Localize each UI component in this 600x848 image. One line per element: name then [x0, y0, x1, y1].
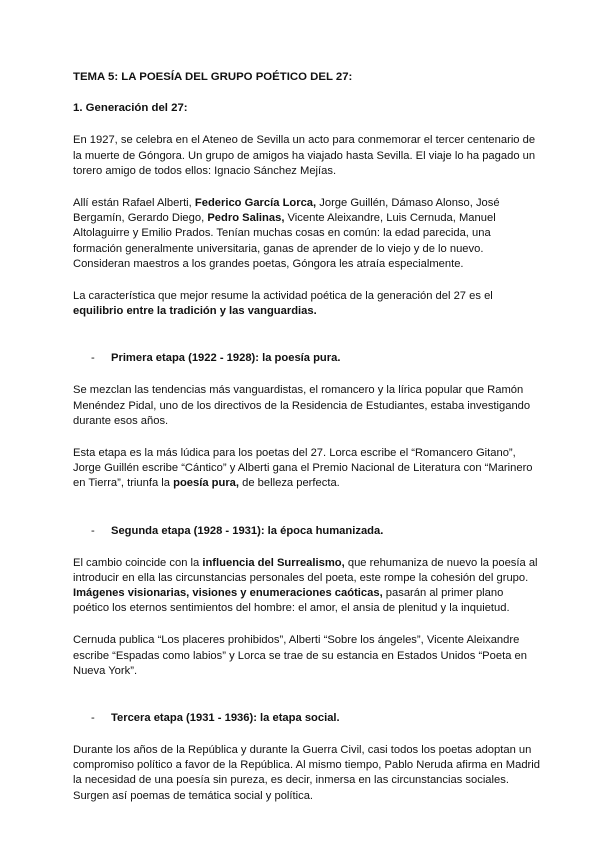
- text-run: pasarán al primer plano poético los eternos sentimientos del hombre: el amor, el ansia de plenitud y la inquietud.: [73, 587, 510, 615]
- paragraph-stage1-a: Se mezclan las tendencias más vanguardistas, el romancero y la lírica popular que Ramón Menéndez Pidal, uno de los directivos de la Residencia de Estudiantes, estaba investigando durante esos años.: [73, 384, 531, 427]
- bold-surrealismo: influencia del Surrealismo,: [202, 556, 345, 569]
- text-run: El cambio coincide con la: [73, 556, 203, 569]
- stage-heading-1: [73, 351, 540, 366]
- text-run: de belleza perfecta.: [239, 477, 340, 490]
- stage-title: Primera etapa (1922 - 1928): la poesía pura.: [111, 352, 341, 365]
- section-heading: 1. Generación del 27:: [73, 102, 188, 115]
- text-run: que rehumaniza de nuevo la poesía al introducir en ella las circunstancias personales del poeta, este rompe la cohesión del grupo.: [73, 556, 538, 584]
- paragraph-stage1-b: [73, 446, 540, 492]
- paragraph-members: [73, 196, 540, 272]
- stage-title: Segunda etapa (1928 - 1931): la época humanizada.: [111, 524, 384, 537]
- paragraph-stage2-b: Cernuda publica “Los placeres prohibidos”, Alberti “Sobre los ángeles”, Vicente Aleixandre escribe “Espadas como labios” y Lorca se trae de su estancia en Estados Unidos “Poeta en Nueva York”.: [73, 634, 527, 677]
- bold-imagenes: Imágenes visionarias, visiones y enumeraciones caóticas,: [73, 587, 383, 600]
- bold-lorca: Federico García Lorca,: [194, 197, 317, 210]
- bold-equilibrio: equilibrio entre la tradición y las vanguardias.: [73, 305, 317, 318]
- bold-salinas: Pedro Salinas,: [207, 212, 285, 225]
- stage-heading-2: [73, 524, 540, 539]
- text-run: Esta etapa es la más lúdica para los poetas del 27. Lorca escribe el “Romancero Gitano”, Jorge Guillén escribe “Cántico” y Alberti gana el Premio Nacional de Literatura con “Marinero en Tierra”, triunfa la: [73, 447, 533, 490]
- paragraph-stage3-a: Durante los años de la República y durante la Guerra Civil, casi todos los poetas adoptan un compromiso político a favor de la República. Al mismo tiempo, Pablo Neruda afirma en Madrid la necesidad de una poesía sin pureza, es decir, inmersa en las circunstancias sociales. Surgen así poemas de temática social y política.: [73, 744, 540, 802]
- text-run: Vicente Aleixandre, Luis Cernuda, Manuel Altolaguirre y Emilio Prados. Tenían muchas cosas en común: la edad parecida, una formación generalmente universitaria, ganas de aprender de lo viejo y de lo nuevo. Consideran maestros a los grandes poetas, Góngora les atraía especialmente.: [73, 212, 496, 270]
- bullet-dash: -: [91, 524, 95, 537]
- stage-title: Tercera etapa (1931 - 1936): la etapa social.: [111, 712, 340, 725]
- paragraph-stage2-a: [73, 556, 540, 617]
- text-run: Allí están Rafael Alberti,: [73, 197, 195, 210]
- paragraph-characteristic: [73, 289, 540, 319]
- document-title: TEMA 5: LA POESÍA DEL GRUPO POÉTICO DEL 27:: [73, 71, 353, 83]
- bullet-dash: -: [91, 712, 95, 725]
- paragraph-ateneo: En 1927, se celebra en el Ateneo de Sevilla un acto para conmemorar el tercer centenario de la muerte de Góngora. Un grupo de amigos ha viajado hasta Sevilla. El viaje lo ha pagado un torero amigo de todos ellos: Ignacio Sánchez Mejías.: [73, 134, 536, 177]
- bold-poesia-pura: poesía pura,: [173, 477, 240, 490]
- text-run: La característica que mejor resume la actividad poética de la generación del 27 es el: [73, 290, 493, 303]
- bullet-dash: -: [91, 352, 95, 365]
- text-run: Jorge Guillén, Dámaso Alonso, José Bergamín, Gerardo Diego,: [73, 197, 500, 225]
- stage-heading-3: [73, 711, 540, 726]
